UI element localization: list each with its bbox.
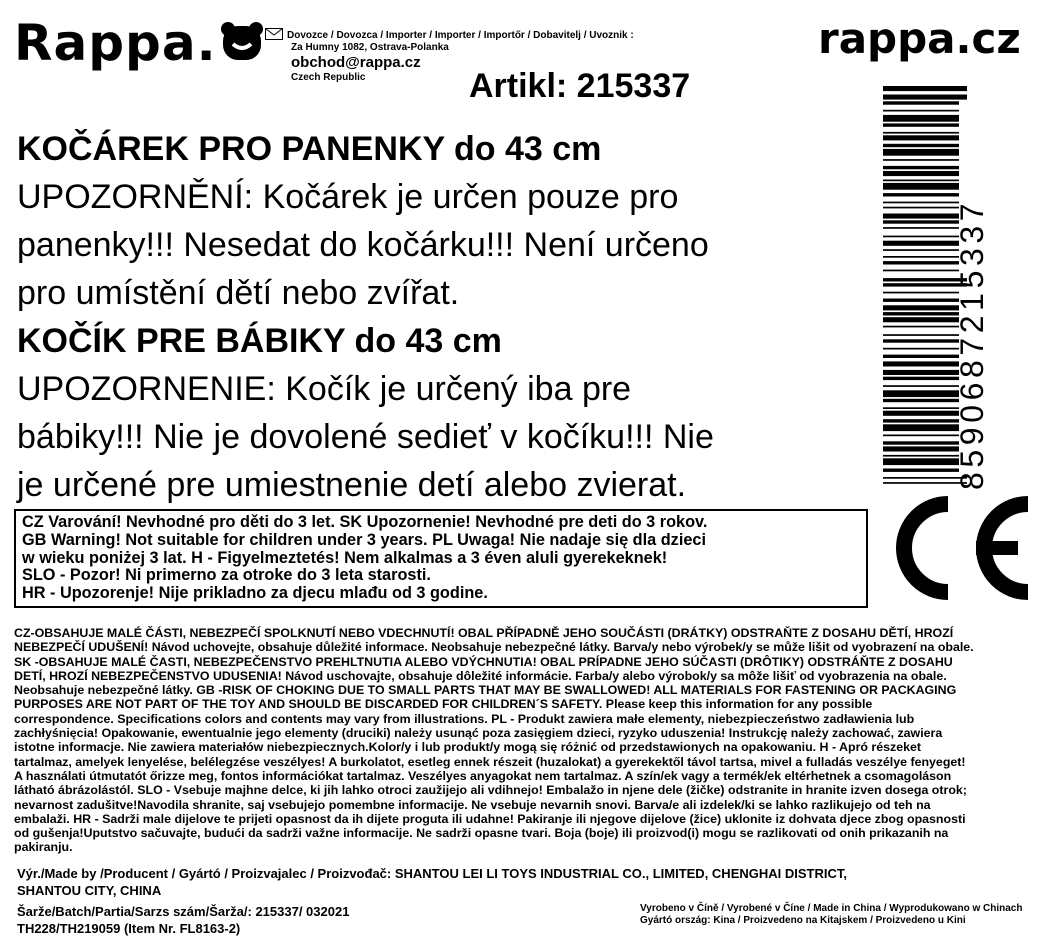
ce-mark-icon	[878, 490, 1038, 606]
safety-line: od gušenja!Uputstvo sačuvajte, budući da sadrži važne informacije. Ne sadrži opasne tvari. Boja (boje) ili proizvod(i) mogu se razlikovati od onih prikazanih na	[14, 826, 949, 841]
barcode-bar	[883, 171, 959, 176]
barcode-bar	[883, 207, 959, 209]
barcode-bar	[883, 180, 959, 182]
made-in-line: Vyrobeno v Číně / Vyrobené v Číne / Made in China / Wyprodukowano w Chinach	[640, 903, 1023, 914]
importer-email: obchod@rappa.cz	[291, 54, 421, 71]
producer-line: SHANTOU CITY, CHINA	[17, 883, 162, 898]
age-warning-line: HR - Upozorenje! Nije prikladno za djecu mlađu od 3 godine.	[22, 584, 488, 603]
safety-line: Neobsahuje nebezpečné látky. GB -RISK OF CHOKING DUE TO SMALL PARTS THAT MAY BE SWALLOWED! ALL MATERIALS FOR FASTENING OR PACKAGING	[14, 683, 957, 698]
cz-warning-line: UPOZORNĚNÍ: Kočárek je určen pouze pro	[17, 178, 679, 216]
rappa-logo	[14, 14, 265, 72]
sk-title: KOČÍK PRE BÁBIKY do 43 cm	[17, 322, 502, 360]
barcode-bar	[883, 390, 959, 397]
sk-warning-line: bábiky!!! Nie je dovolené sedieť v kočíku!!! Nie	[17, 418, 714, 456]
barcode-bar	[883, 132, 959, 134]
barcode-bar	[883, 455, 959, 457]
producer-line: Výr./Made by /Producent / Gyártó / Proizvajalec / Proizvođač: SHANTOU LEI LI TOYS INDUSTRIAL CO., LIMITED, CHENGHAI DISTRICT,	[17, 866, 847, 881]
barcode-bar	[883, 115, 959, 122]
barcode-bar	[883, 370, 959, 375]
barcode-bar	[883, 249, 959, 251]
barcode-bar	[883, 292, 959, 294]
age-warning-line: w wieku poniżej 3 lat. H - Figyelmeztetés! Nem alkalmas a 3 éven aluli gyerekeknek!	[22, 548, 668, 567]
safety-line: látható ábrázolástól. SLO - Vsebuje majhne delce, ki jih lahko otroci zaužijejo ali vdihnejo! Embalažo in njene dele (žičke) odstranite in hranite izven dosega otrok;	[14, 783, 967, 798]
barcode-bar	[883, 419, 959, 422]
barcode-bar	[883, 458, 959, 465]
age-warning-line: CZ Varování! Nevhodné pro děti do 3 let. SK Upozornenie! Nevhodné pre deti do 3 rokov.	[22, 513, 708, 531]
age-warning-line: SLO - Pozor! Ni primerno za otroke do 3 leta starosti.	[22, 566, 431, 585]
batch-line: Šarže/Batch/Partia/Sarzs szám/Šarža/: 215337/ 032021	[17, 904, 350, 919]
barcode-bar	[883, 214, 959, 219]
safety-line: correspondence. Specifications colors and contents may vary from illustrations. PL - Produkt zawiera małe elementy, niebezpieczeństwo zadławienia lub	[14, 711, 915, 726]
barcode-bar	[883, 361, 959, 366]
safety-line: A használati útmutatót őrizze meg, fontos információkat tartalmaz. Veszélyes anyagokat nem tartalmaz. A szín/ek vagy a termék/ek eltérhetnek a csomagoláson	[14, 768, 952, 783]
barcode-bar	[883, 144, 959, 147]
barcode-bar	[883, 411, 959, 416]
producer-info	[17, 865, 847, 899]
barcode-bar	[883, 166, 959, 169]
barcode-bar	[883, 377, 959, 380]
safety-instructions	[14, 626, 1044, 855]
barcode-bar	[883, 385, 959, 387]
safety-line: istotne informacje. Nie zawiera materiałów niebezpiecznych.Kolor/y i lub produkt/y mogą się różnić od przedstawionych na opakowaniu. H - Apró részeket	[14, 740, 922, 755]
barcode-bar	[883, 193, 959, 196]
barcode-bar	[883, 305, 959, 310]
cz-warning-line: pro umístění dětí nebo zvířat.	[17, 274, 460, 312]
barcode-bar	[883, 334, 959, 336]
importer-line1: Dovozce / Dovozca / Importer / Importer / Importőr / Dobavitelj / Uvoznik :	[287, 30, 634, 41]
barcode-bar	[883, 270, 959, 272]
barcode-number: 8590687215337	[954, 198, 990, 490]
barcode-bar	[883, 339, 959, 342]
cz-warning-line: panenky!!! Nesedat do kočárku!!! Není určeno	[17, 226, 709, 264]
rappa-logo-text: Rappa.	[14, 14, 217, 72]
barcode-bar	[883, 469, 959, 472]
barcode-bar	[883, 149, 959, 156]
barcode-bar	[883, 435, 959, 437]
barcode-bar	[883, 135, 959, 140]
made-in-line: Gyártó ország: Kina / Proizvedeno na Kitajskem / Proizvedeno u Kini	[640, 915, 966, 926]
barcode-bar	[883, 123, 959, 126]
barcode-bar	[883, 95, 967, 100]
barcode-bar	[883, 202, 959, 204]
article-number: Artikl: 215337	[469, 67, 691, 105]
cz-title: KOČÁREK PRO PANENKY do 43 cm	[17, 130, 602, 168]
barcode-bar	[883, 261, 959, 264]
barcode-bar	[883, 183, 959, 190]
barcode-bar	[883, 441, 959, 444]
barcode-bar	[883, 241, 959, 246]
barcode-bar	[883, 407, 959, 409]
barcode-bar	[883, 110, 959, 112]
barcode-bar	[883, 348, 959, 350]
barcode-bar	[883, 424, 959, 431]
barcode-bar	[883, 220, 959, 223]
safety-line: nevarnost zadušitve!Navodila shranite, saj vsebujejo pomembne informacije. Ne vsebuje nevarnih snovi. Barva/e ali izdelek/ki se lahko razlikujejo od teh na	[14, 797, 931, 812]
barcode-bar	[883, 355, 959, 358]
barcode-bar	[883, 227, 959, 229]
safety-line: PURPOSES ARE NOT PART OF THE TOY AND SHOULD BE DISCARDED FOR CHILDREN´S SAFETY. Please keep this information for any possible	[14, 697, 873, 712]
item-line: TH228/TH219059 (Item Nr. FL8163-2)	[17, 921, 241, 936]
safety-line: tartalmaz, amelyek lenyelése, belélegzése veszélyes! A burkolatot, esetleg ennek részeit (huzalokat) a gyerekektől távol tartsa, mivel a fulladás veszélye fenyeget!	[14, 754, 966, 769]
safety-line: pakiranju.	[14, 840, 73, 855]
barcode-bar	[883, 256, 959, 258]
barcode-bar	[883, 446, 959, 451]
importer-address: Za Humny 1082, Ostrava-Polanka	[291, 42, 449, 53]
safety-line: SK -OBSAHUJE MALÉ ČASTI, NEBEZPEČENSTVO PREHLTNUTIA ALEBO VDÝCHNUTIA! OBAL PRÍPADNE JEHO SÚČASTI (DRÔTIKY) ODSTRÁŇTE Z DOSAHU	[14, 654, 953, 669]
rappa-cz-logo: rappa.cz	[818, 14, 1021, 63]
envelope-icon	[265, 28, 283, 40]
barcode-bar	[883, 317, 959, 322]
made-in-info	[640, 903, 1022, 927]
barcode-bar	[883, 299, 959, 302]
barcode-bar	[883, 399, 959, 402]
barcode-bar	[883, 101, 959, 104]
age-warning-box	[14, 509, 868, 608]
sk-warning-line: je určené pre umiestnenie detí alebo zvierat.	[17, 466, 687, 504]
safety-line: zachłyśnięcia! Opakowanie, ewentualnie jego elementy (druciki) należy usunąć poza zasięgiem dzieci, ryzyko uduszenia! Instrukcję należy zachować, zawiera	[14, 726, 943, 741]
barcode-bar	[883, 86, 967, 91]
age-warning-line: GB Warning! Not suitable for children under 3 years. PL Uwaga! Nie nadaje się dla dzieci	[22, 530, 706, 549]
main-warning-text	[17, 125, 877, 509]
bear-icon	[219, 16, 265, 58]
barcode-bar	[883, 312, 959, 315]
safety-line: NEBEZPEČÍ UDUŠENÍ! Návod uchovejte, obsahuje důležité informace. Neobsahuje nebezpečné látky. Barva/y nebo výrobek/y se může lišit od vyobrazení na obale.	[14, 640, 974, 655]
safety-line: CZ-OBSAHUJE MALÉ ČÁSTI, NEBEZPEČÍ SPOLKNUTÍ NEBO VDECHNUTÍ! OBAL PŘÍPADNĚ JEHO SOUČÁSTI (DRÁTKY) ODSTRAŇTE Z DOSAHU DĚTÍ, HROZÍ	[14, 626, 954, 640]
barcode-bar	[883, 159, 959, 161]
sk-warning-line: UPOZORNENIE: Kočík je určený iba pre	[17, 370, 632, 408]
barcode-bar	[883, 236, 959, 238]
safety-line: DETÍ, HROZÍ NEBEZPEČENSTVO UDUSENIA! Návod uschovajte, obsahuje dôležité informácie. Farba/y alebo výrobok/y sa môže lišiť od vyobrazenia na obale.	[14, 668, 947, 683]
barcode	[883, 84, 993, 496]
importer-country: Czech Republic	[291, 72, 366, 83]
barcode-bar	[883, 326, 959, 328]
batch-info	[17, 903, 349, 937]
safety-line: embalaži. HR - Sadrži male dijelove te prijeti opasnost da ih dijete proguta ili udahne! Pakiranje ili njegove dijelove (žice) uklonite iz dohvata djece zbog opasnosti	[14, 811, 966, 826]
